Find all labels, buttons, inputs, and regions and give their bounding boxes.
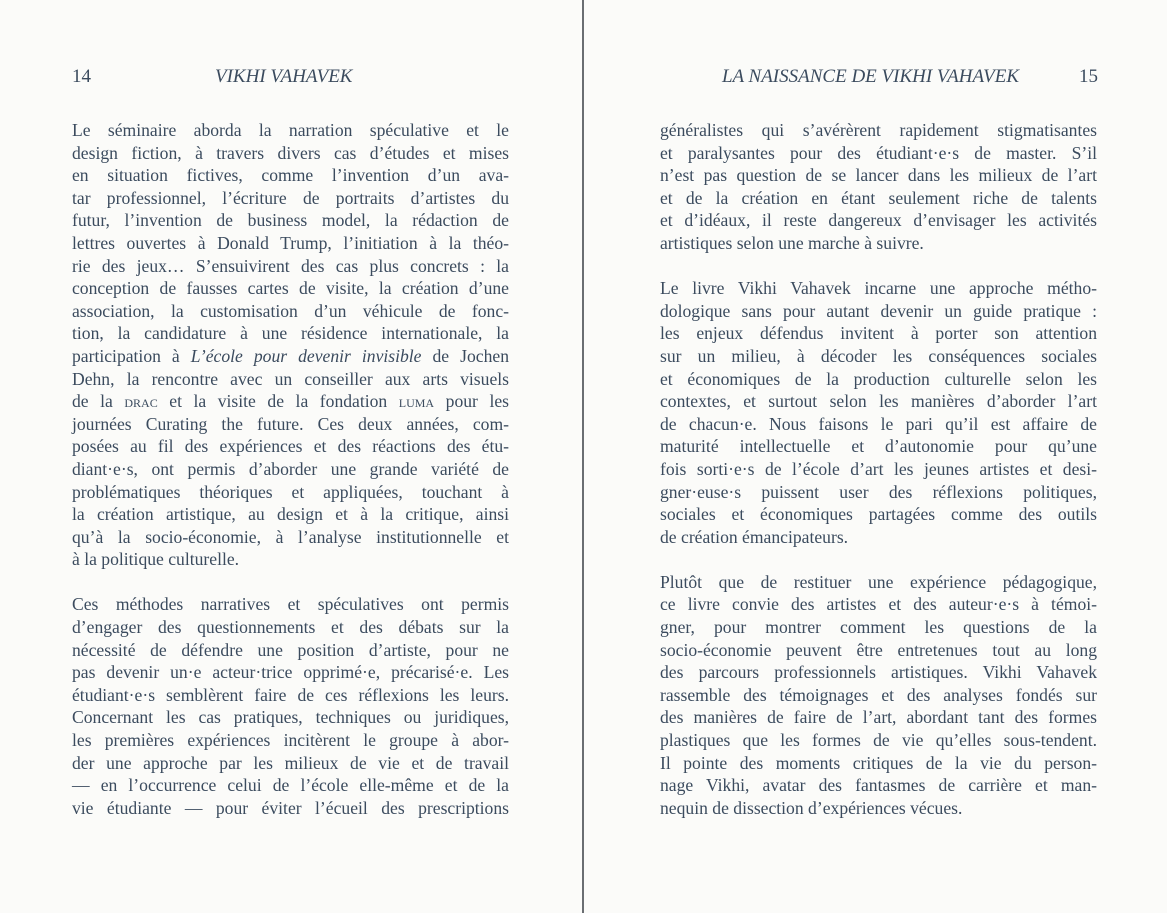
text-line: futur, l’invention de business model, la rédaction de: [72, 210, 509, 231]
text-line: plastiques que les formes de vie qu’elles sous-tendent.: [660, 730, 1097, 751]
text-line: der une approche par les milieux de vie et de travail: [72, 752, 509, 773]
text-line: gner·euse·s puissent user des réflexions politiques,: [660, 481, 1097, 502]
right-page-number: 15: [1079, 66, 1098, 87]
text-line: socio-économie peuvent être entretenues tout au long: [660, 639, 1097, 660]
text-line: contextes, et surtout selon les manières d’aborder l’art: [660, 391, 1097, 412]
text-line: design fiction, à travers divers cas d’études et mises: [72, 142, 509, 163]
text-line: de création émancipateurs.: [660, 526, 849, 547]
text-line: association, la customisation d’un véhicule de fonc-: [72, 300, 509, 321]
text-line: ce livre convie des artistes et des auteur·e·s à témoi-: [660, 594, 1097, 615]
text-line: nécessité de défendre une position d’artiste, pour ne: [72, 639, 509, 660]
text-line: [72, 345, 509, 368]
text-segment: de Jochen: [421, 345, 509, 366]
text-line: et paralysantes pour des étudiant·e·s de master. S’il: [660, 142, 1097, 163]
text-line: [72, 390, 509, 413]
left-page-number: 14: [72, 66, 91, 87]
book-spine: [582, 0, 584, 913]
text-segment: participation à: [72, 345, 191, 366]
text-line: et de la création en étant seulement riche de talents: [660, 187, 1097, 208]
italic-title: L’école pour devenir invisible: [190, 345, 422, 366]
text-segment: pour les: [434, 391, 509, 412]
text-line: et d’idéaux, il reste dangereux d’envisager les activités: [660, 210, 1097, 231]
text-line: Ces méthodes narratives et spéculatives ont permis: [72, 594, 509, 615]
text-line: fois sorti·e·s de l’école d’art les jeunes artistes et desi-: [660, 458, 1097, 479]
text-line: Le séminaire aborda la narration spéculative et le: [72, 120, 509, 140]
text-line: nequin de dissection d’expériences vécues.: [660, 797, 963, 818]
left-running-head: VIKHI VAHAVEK: [215, 66, 353, 87]
text-line: Plutôt que de restituer une expérience pédagogique,: [660, 571, 1097, 592]
left-page-text: [72, 119, 509, 819]
text-line: la création artistique, au design et à la critique, ainsi: [72, 504, 509, 525]
small-caps-acronym: drac: [124, 391, 158, 412]
text-line: sociales et économiques partagées comme des outils: [660, 504, 1097, 525]
text-line: nage Vikhi, avatar des fantasmes de carrière et man-: [660, 775, 1097, 796]
text-line: de chacun·e. Nous faisons le pari qu’il est affaire de: [660, 413, 1097, 434]
text-line: rassemble des témoignages et des analyses fondés sur: [660, 684, 1097, 705]
text-line: les premières expériences incitèrent le groupe à abor-: [72, 730, 509, 751]
text-line: d’engager des questionnements et des débats sur la: [72, 617, 509, 638]
text-line: problématiques théoriques et appliquées, touchant à: [72, 481, 509, 502]
text-line: rie des jeux… S’ensuivirent des cas plus concrets : la: [72, 255, 509, 276]
text-segment: et la visite de la fondation: [157, 391, 399, 412]
text-line: étudiant·e·s semblèrent faire de ces réflexions les leurs.: [72, 684, 509, 705]
text-line: les enjeux défendus invitent à porter son attention: [660, 323, 1097, 344]
text-line: en situation fictives, comme l’invention d’un ava-: [72, 165, 509, 186]
right-running-head: LA NAISSANCE DE VIKHI VAHAVEK: [721, 66, 1019, 87]
right-page-text: [660, 119, 1097, 819]
text-line: Concernant les cas pratiques, techniques ou juridiques,: [72, 707, 509, 728]
text-line: Le livre Vikhi Vahavek incarne une approche métho-: [660, 278, 1097, 299]
text-line: diant·e·s, ont permis d’aborder une grande variété de: [72, 458, 509, 479]
text-line: généralistes qui s’avérèrent rapidement stigmatisantes: [660, 120, 1097, 140]
text-line: maturité intellectuelle et d’autonomie pour qu’une: [660, 436, 1097, 457]
text-line: Dehn, la rencontre avec un conseiller aux arts visuels: [72, 368, 509, 389]
text-line: vie étudiante — pour éviter l’écueil des prescriptions: [72, 797, 509, 818]
text-line: sur un milieu, à décoder les conséquences sociales: [660, 345, 1097, 366]
text-line: conception de fausses cartes de visite, la création d’une: [72, 278, 509, 299]
text-line: posées au fil des expériences et des réactions des étu-: [72, 436, 509, 457]
text-line: journées Curating the future. Ces deux années, com-: [72, 413, 509, 434]
text-segment: de la: [72, 391, 125, 412]
text-line: n’est pas question de se lancer dans les milieux de l’art: [660, 165, 1097, 186]
text-line: des manières de faire de l’art, abordant tant des formes: [660, 707, 1097, 728]
text-line: tion, la candidature à une résidence internationale, la: [72, 323, 509, 344]
text-line: tar professionnel, l’écriture de portraits d’artistes du: [72, 187, 509, 208]
text-line: à la politique culturelle.: [72, 549, 240, 570]
text-line: lettres ouvertes à Donald Trump, l’initiation à la théo-: [72, 232, 509, 253]
text-line: — en l’occurrence celui de l’école elle-même et de la: [72, 775, 509, 796]
text-line: qu’à la socio-économie, à l’analyse institutionnelle et: [72, 526, 509, 547]
text-line: artistiques selon une marche à suivre.: [660, 232, 924, 253]
text-line: gner, pour montrer comment les questions de la: [660, 617, 1097, 638]
small-caps-acronym: luma: [398, 391, 435, 412]
text-line: pas devenir un·e acteur·trice opprimé·e, précarisé·e. Les: [72, 662, 509, 683]
text-line: et économiques de la production culturelle selon les: [660, 368, 1097, 389]
text-line: Il pointe des moments critiques de la vie du person-: [660, 752, 1097, 773]
text-line: dologique sans pour autant devenir un guide pratique :: [660, 300, 1097, 321]
text-line: des parcours professionnels artistiques. Vikhi Vahavek: [660, 662, 1097, 683]
